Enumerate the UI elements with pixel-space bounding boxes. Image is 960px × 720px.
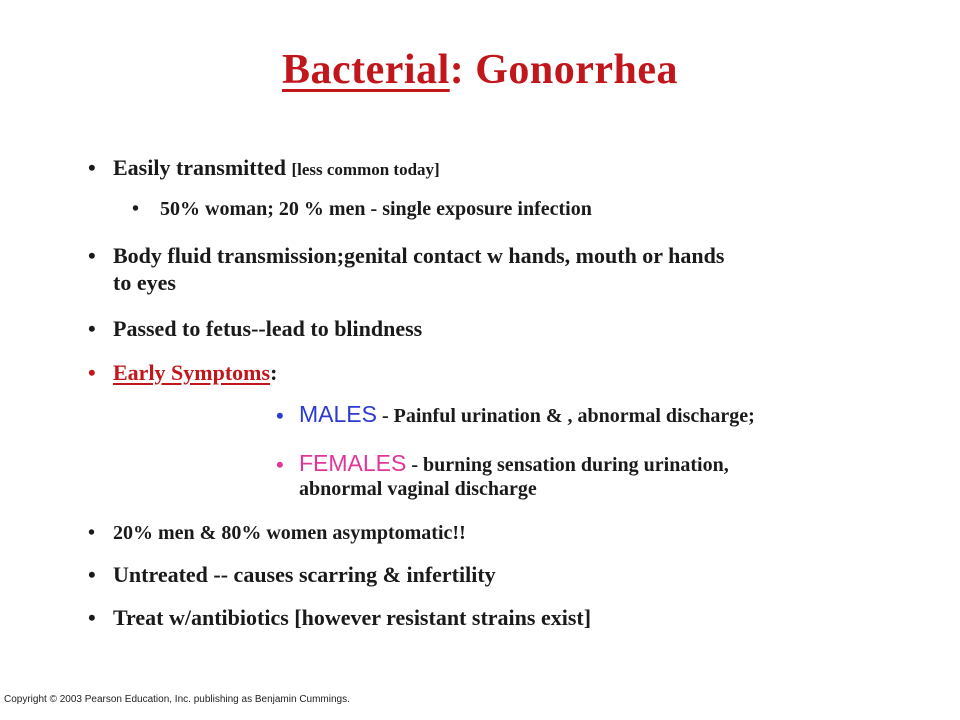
easily-bracket-text: [less common today] bbox=[291, 160, 440, 179]
bullet-icon: • bbox=[276, 403, 284, 428]
item-females-line2: abnormal vaginal discharge bbox=[299, 478, 537, 500]
early-symptoms-text: Early Symptoms bbox=[113, 360, 271, 385]
easily-transmitted-text: Easily transmitted bbox=[113, 155, 286, 180]
bullet-icon: • bbox=[88, 562, 96, 587]
copyright-footer: Copyright © 2003 Pearson Education, Inc. publishing as Benjamin Cummings. bbox=[4, 694, 350, 705]
bullet-icon: • bbox=[88, 605, 96, 630]
males-label: MALES bbox=[299, 401, 377, 427]
bullet-icon: • bbox=[88, 360, 96, 385]
bullet-icon: • bbox=[88, 522, 96, 544]
bullet-icon: • bbox=[88, 243, 96, 268]
early-symptoms-colon: : bbox=[270, 360, 278, 385]
item-males bbox=[299, 401, 755, 428]
bullet-icon: • bbox=[88, 316, 96, 341]
bullet-icon: • bbox=[88, 155, 96, 180]
title-gonorrhea: : Gonorrhea bbox=[449, 47, 679, 93]
item-body-fluid-line2: to eyes bbox=[113, 270, 176, 295]
item-body-fluid-line1: Body fluid transmission;genital contact w hands, mouth or hands bbox=[113, 243, 725, 268]
females-text: - burning sensation during urination, bbox=[406, 454, 729, 476]
bullet-icon: • bbox=[276, 452, 284, 477]
males-text: - Painful urination & , abnormal discharge; bbox=[376, 405, 755, 427]
slide-title bbox=[0, 46, 960, 94]
item-early-symptoms bbox=[113, 360, 277, 386]
females-label: FEMALES bbox=[299, 450, 407, 476]
item-asymptomatic: 20% men & 80% women asymptomatic!! bbox=[113, 522, 466, 544]
title-bacterial: Bacterial bbox=[281, 47, 450, 93]
item-treat: Treat w/antibiotics [however resistant strains exist] bbox=[113, 605, 592, 630]
item-fifty-percent: 50% woman; 20 % men - single exposure infection bbox=[160, 198, 592, 220]
item-females bbox=[299, 450, 729, 477]
item-untreated: Untreated -- causes scarring & infertility bbox=[113, 562, 496, 587]
item-easily-transmitted bbox=[113, 155, 440, 181]
bullet-icon: • bbox=[132, 198, 140, 220]
item-passed-to-fetus: Passed to fetus--lead to blindness bbox=[113, 316, 423, 341]
